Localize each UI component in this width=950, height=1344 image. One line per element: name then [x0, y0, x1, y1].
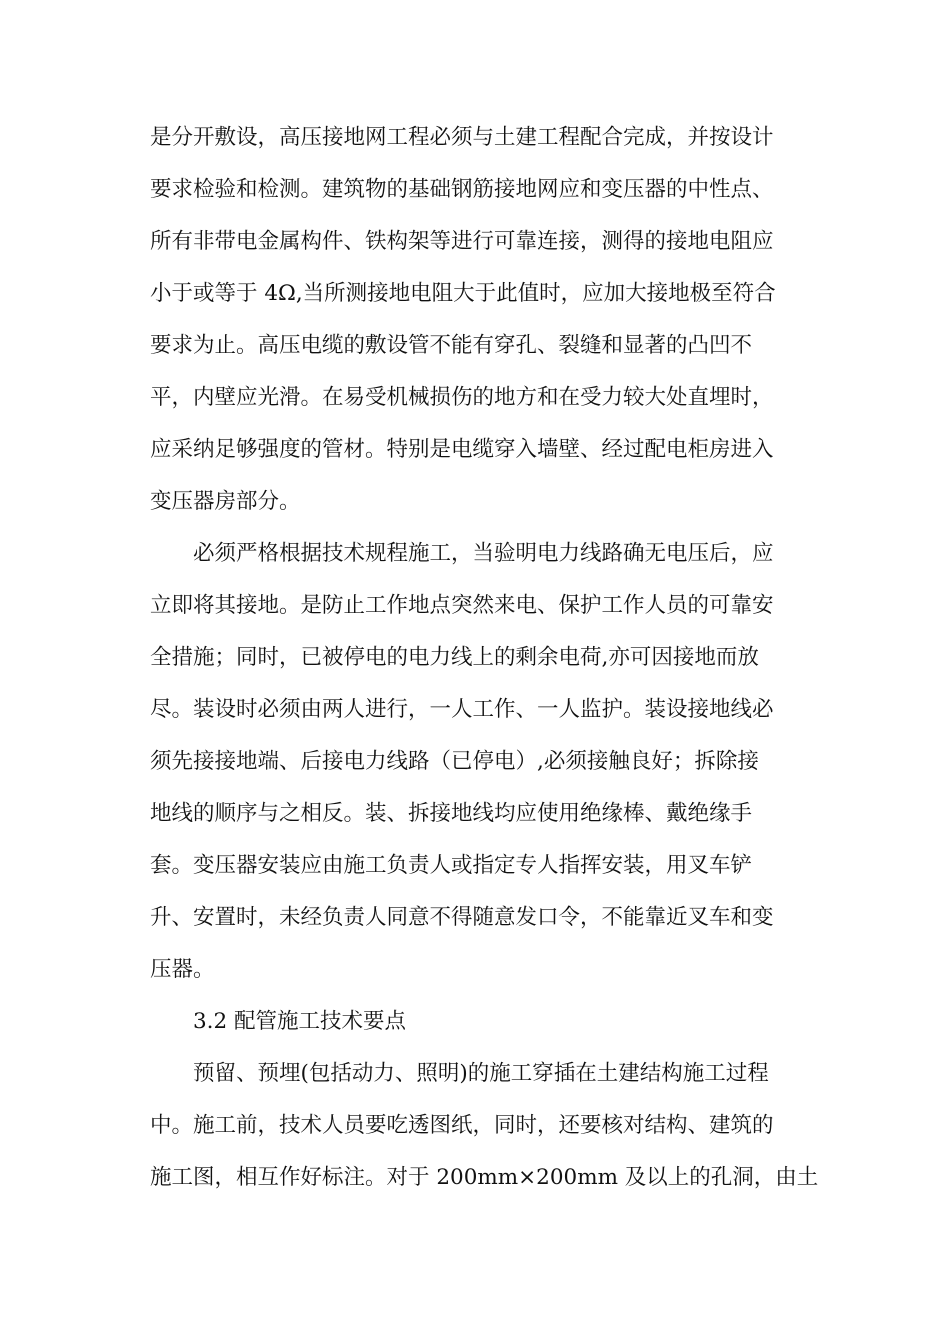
text-line: 要求为止。高压电缆的敷设管不能有穿孔、裂缝和显著的凸凹不: [150, 333, 753, 358]
text-line: 所有非带电金属构件、铁构架等进行可靠连接，测得的接地电阻应: [150, 229, 774, 254]
text-line: 施工图，相互作好标注。对于 200mm×200mm 及以上的孔洞，由土: [150, 1165, 819, 1190]
text-line: 预留、预埋(包括动力、照明)的施工穿插在土建结构施工过程: [193, 1061, 769, 1086]
paragraph-continued: [150, 112, 800, 528]
text-line: 应采纳足够强度的管材。特别是电缆穿入墙壁、经过配电柜房进入: [150, 437, 774, 462]
text-line: 须先接接地端、后接电力线路（已停电）,必须接触良好；拆除接: [150, 749, 759, 774]
text-line: 套。变压器安装应由施工负责人或指定专人指挥安装，用叉车铲: [150, 853, 753, 878]
text-line: 尽。装设时必须由两人进行，一人工作、一人监护。装设接地线必: [150, 697, 774, 722]
paragraph-piping: [150, 1048, 819, 1204]
text-line: 全措施；同时，已被停电的电力线上的剩余电荷,亦可因接地而放: [150, 645, 759, 670]
paragraph-grounding: [150, 528, 800, 996]
text-line: 要求检验和检测。建筑物的基础钢筋接地网应和变压器的中性点、: [150, 177, 774, 202]
text-line: 变压器房部分。: [150, 489, 301, 514]
text-line: 必须严格根据技术规程施工，当验明电力线路确无电压后，应: [193, 541, 774, 566]
text-line: 升、安置时，未经负责人同意不得随意发口令，不能靠近叉车和变: [150, 905, 774, 930]
text-line: 中。施工前，技术人员要吃透图纸，同时，还要核对结构、建筑的: [150, 1113, 774, 1138]
text-line: 压器。: [150, 957, 215, 982]
text-line: 是分开敷设，高压接地网工程必须与土建工程配合完成，并按设计: [150, 125, 774, 150]
text-line: 地线的顺序与之相反。装、拆接地线均应使用绝缘棒、戴绝缘手: [150, 801, 753, 826]
text-line: 小于或等于 4Ω,当所测接地电阻大于此值时，应加大接地极至符合: [150, 281, 776, 306]
text-line: 平，内壁应光滑。在易受机械损伤的地方和在受力较大处直埋时，: [150, 385, 774, 410]
section-heading-block: [150, 996, 800, 1048]
text-line: 立即将其接地。是防止工作地点突然来电、保护工作人员的可靠安: [150, 593, 774, 618]
section-heading: 3.2 配管施工技术要点: [193, 1009, 407, 1034]
